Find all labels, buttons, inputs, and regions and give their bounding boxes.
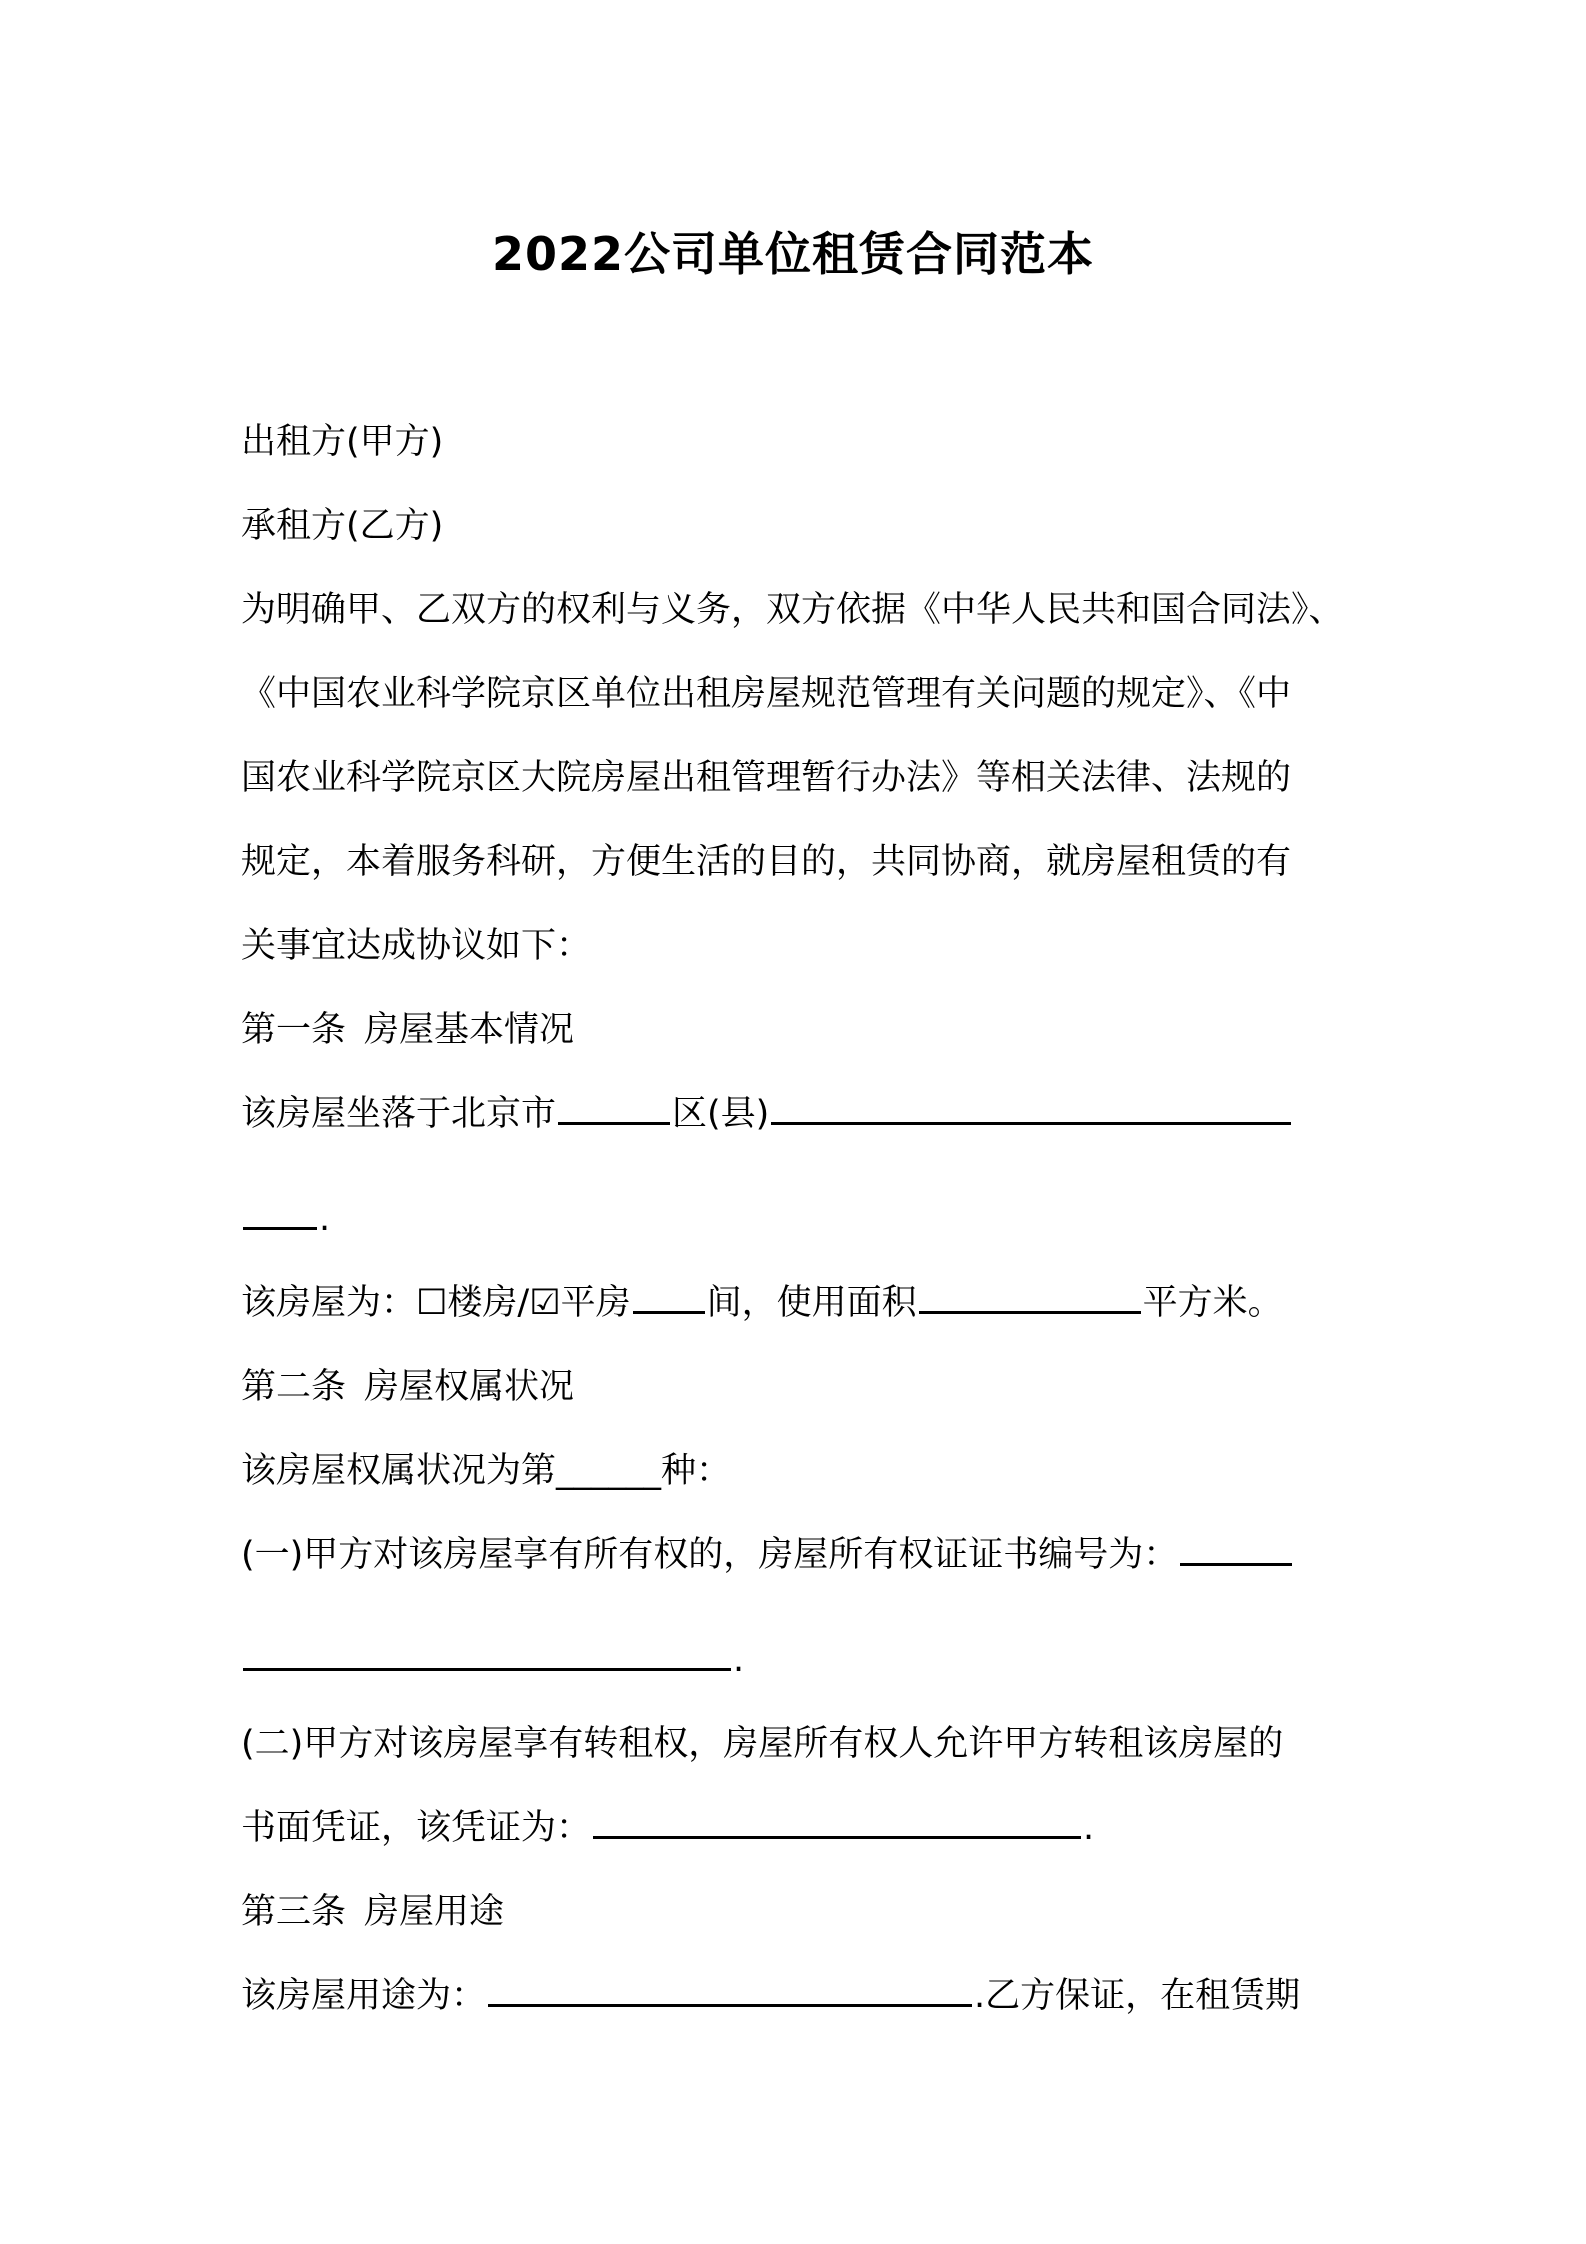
house-type-prefix: 该房屋为： [241,1283,417,1323]
address-blank [771,1078,1291,1125]
location-period: . [319,1199,331,1239]
intro-line-3: 国农业科学院京区大院房屋出租管理暂行办法》等相关法律、法规的 [241,758,1292,798]
article-2-number: 第二条 [241,1367,347,1407]
ownership-status-blank: ______ [556,1451,662,1491]
article-2-title: 房屋权属状况 [364,1367,575,1407]
intro-line-4: 规定，本着服务科研，方便生活的目的，共同协商，就房屋租赁的有 [241,842,1292,882]
ownership-item-1-line [241,1513,1351,1618]
intro-line-1: 为明确甲、乙双方的权利与义务，双方依据《中华人民共和国合同法》、 [241,590,1344,630]
ownership-item-2-line-1: (二)甲方对该房屋享有转租权，房屋所有权人允许甲方转租该房屋的 [241,1724,1284,1764]
article-1-heading [241,988,1351,1072]
lessor-line: 出租方(甲方) [241,422,444,462]
ownership-status-line [241,1429,1351,1513]
ownership-status-prefix: 该房屋权属状况为第 [241,1451,557,1491]
ownership-status-suffix: 种： [661,1451,732,1491]
bungalow-checkbox-option: ☑平房 [529,1283,631,1323]
article-3-title: 房屋用途 [364,1892,505,1932]
intro-line-5: 关事宜达成协议如下： [241,926,592,966]
house-type-line [241,1261,1351,1345]
article-2-heading [241,1345,1351,1429]
ownership-item-2-text: 书面凭证，该凭证为： [241,1808,592,1848]
usage-blank [488,1960,972,2007]
location-line [241,1072,1351,1177]
ownership-item-2-line-2 [241,1786,1351,1870]
certificate-number-blank-continued [243,1624,731,1671]
document-body [241,400,1351,2038]
ownership-item-1-continuation [241,1618,1351,1702]
rooms-blank [633,1267,705,1314]
ownership-item-2-period: . [1083,1808,1095,1848]
area-blank [919,1267,1141,1314]
location-prefix: 该房屋坐落于北京市 [241,1094,557,1134]
usage-prefix: 该房屋用途为： [241,1976,487,2016]
sublease-proof-blank [593,1792,1081,1839]
intro-line-2: 《中国农业科学院京区单位出租房屋规范管理有关问题的规定》、《中 [241,674,1292,714]
article-1-title: 房屋基本情况 [364,1010,575,1050]
article-1-number: 第一条 [241,1010,347,1050]
location-district-label: 区(县) [672,1094,770,1134]
rooms-suffix: 间，使用面积 [706,1283,917,1323]
lessee-line: 承租方(乙方) [241,506,444,546]
article-3-number: 第三条 [241,1892,347,1932]
address-blank-continued [243,1183,317,1230]
usage-suffix: .乙方保证，在租赁期 [974,1976,1301,2016]
ownership-item-1-text: (一)甲方对该房屋享有所有权的，房屋所有权证证书编号为： [241,1535,1179,1575]
usage-line [241,1954,1351,2038]
area-suffix: 平方米。 [1142,1283,1283,1323]
building-checkbox-option: ☐楼房/ [416,1283,530,1323]
certificate-number-blank [1180,1519,1292,1566]
district-blank [558,1078,670,1125]
location-continuation-line [241,1177,1351,1261]
document-title: 2022公司单位租赁合同范本 [491,227,1095,281]
ownership-item-1-period: . [733,1640,745,1680]
article-3-heading [241,1870,1351,1954]
